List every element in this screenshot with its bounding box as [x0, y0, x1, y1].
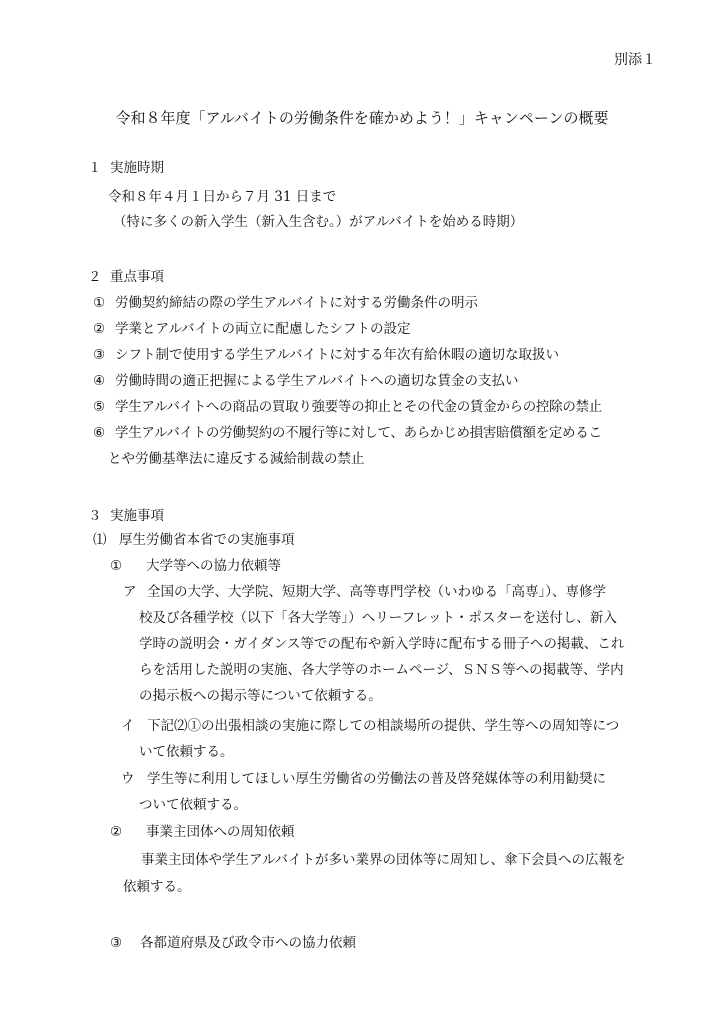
- section-title: 実施時期: [110, 160, 164, 176]
- subsection-mark: ⑴: [93, 532, 107, 548]
- section-number: １: [88, 160, 102, 176]
- section-1-heading: [88, 160, 164, 177]
- section-title: 重点事項: [110, 269, 164, 285]
- para-line: 校及び各種学校（以下「各大学等」）へリーフレット・ポスターを送付し、新入: [139, 610, 617, 626]
- section-3-heading: [88, 508, 164, 525]
- section-2-heading: [88, 269, 164, 286]
- item-text-continuation: とや労働基準法に違反する減給制裁の禁止: [108, 451, 365, 467]
- para-i: [121, 718, 619, 735]
- para-line: 依頼する。: [123, 879, 191, 895]
- section-number: ３: [88, 508, 102, 524]
- para-mark: ウ: [121, 771, 135, 787]
- para-line: いて依頼する。: [139, 744, 234, 760]
- item-mark: ⑤: [93, 399, 105, 415]
- item-text: 学業とアルバイトの両立に配慮したシフトの設定: [115, 321, 411, 337]
- item-title: 各都道府県及び政令市への協力依頼: [140, 935, 356, 951]
- para-u: [121, 771, 606, 788]
- item-mark: ③: [110, 935, 123, 951]
- annex-label: 別添１: [614, 52, 656, 68]
- item-title: 大学等への協力依頼等: [146, 558, 281, 574]
- list-item: [93, 347, 559, 364]
- item-text: 労働時間の適正把握による学生アルバイトへの適切な賃金の支払い: [115, 373, 519, 389]
- section-number: ２: [88, 269, 102, 285]
- item-mark: ①: [93, 295, 106, 311]
- para-mark: イ: [121, 718, 135, 734]
- item-1: [110, 558, 281, 575]
- para-line: 下記⑵①の出張相談の実施に際しての相談場所の提供、学生等への周知等につ: [147, 718, 620, 734]
- item-3: [110, 935, 356, 952]
- list-item: [93, 399, 602, 416]
- para-mark: ア: [123, 584, 137, 600]
- list-item: [93, 373, 519, 390]
- section-title: 実施事項: [110, 508, 164, 524]
- item-text: 学生アルバイトへの商品の買取り強要等の抑止とその代金の賃金からの控除の禁止: [115, 399, 602, 415]
- period-note: （特に多くの新入学生（新入生含む。）がアルバイトを始める時期）: [113, 214, 524, 230]
- para-a: [123, 584, 606, 601]
- item-mark: ②: [93, 321, 106, 337]
- list-item: [93, 425, 602, 442]
- item-mark: ④: [93, 373, 106, 389]
- para-line: ついて依頼する。: [139, 797, 247, 813]
- list-item: [93, 295, 478, 312]
- para-line: の掲示板への掲示等について依頼する。: [139, 688, 382, 704]
- list-item: [93, 321, 411, 338]
- item-text: 労働契約締結の際の学生アルバイトに対する労働条件の明示: [115, 295, 479, 311]
- para-line: 学生等に利用してほしい厚生労働省の労働法の普及啓発媒体等の利用勧奨に: [147, 771, 606, 787]
- subsection-1: [93, 532, 295, 549]
- page-title: 令和８年度「アルバイトの労働条件を確かめよう！」キャンペーンの概要: [115, 109, 609, 127]
- item-mark: ③: [93, 347, 106, 363]
- item-2: [110, 824, 295, 841]
- para-line: らを活用した説明の実施、各大学等のホームページ、ＳＮＳ等への掲載等、学内: [139, 662, 624, 678]
- para-line: 学時の説明会・ガイダンス等での配布や新入学時に配布する冊子への掲載、これ: [139, 636, 625, 652]
- period-text: 令和８年４月１日から７月 31 日まで: [108, 189, 337, 205]
- subsection-title: 厚生労働省本省での実施事項: [119, 532, 295, 548]
- item-title: 事業主団体への周知依頼: [146, 824, 295, 840]
- para-line: 全国の大学、大学院、短期大学、高等専門学校（いわゆる「高専」）、専修学: [147, 584, 606, 600]
- item-mark: ②: [110, 824, 123, 840]
- item-text: 学生アルバイトの労働契約の不履行等に対して、あらかじめ損害賠償額を定めるこ: [115, 425, 602, 441]
- item-mark: ⑥: [93, 425, 105, 441]
- para-line: 事業主団体や学生アルバイトが多い業界の団体等に周知し、傘下会員への広報を: [141, 852, 626, 868]
- item-mark: ①: [110, 558, 123, 574]
- item-text: シフト制で使用する学生アルバイトに対する年次有給休暇の適切な取扱い: [115, 347, 560, 363]
